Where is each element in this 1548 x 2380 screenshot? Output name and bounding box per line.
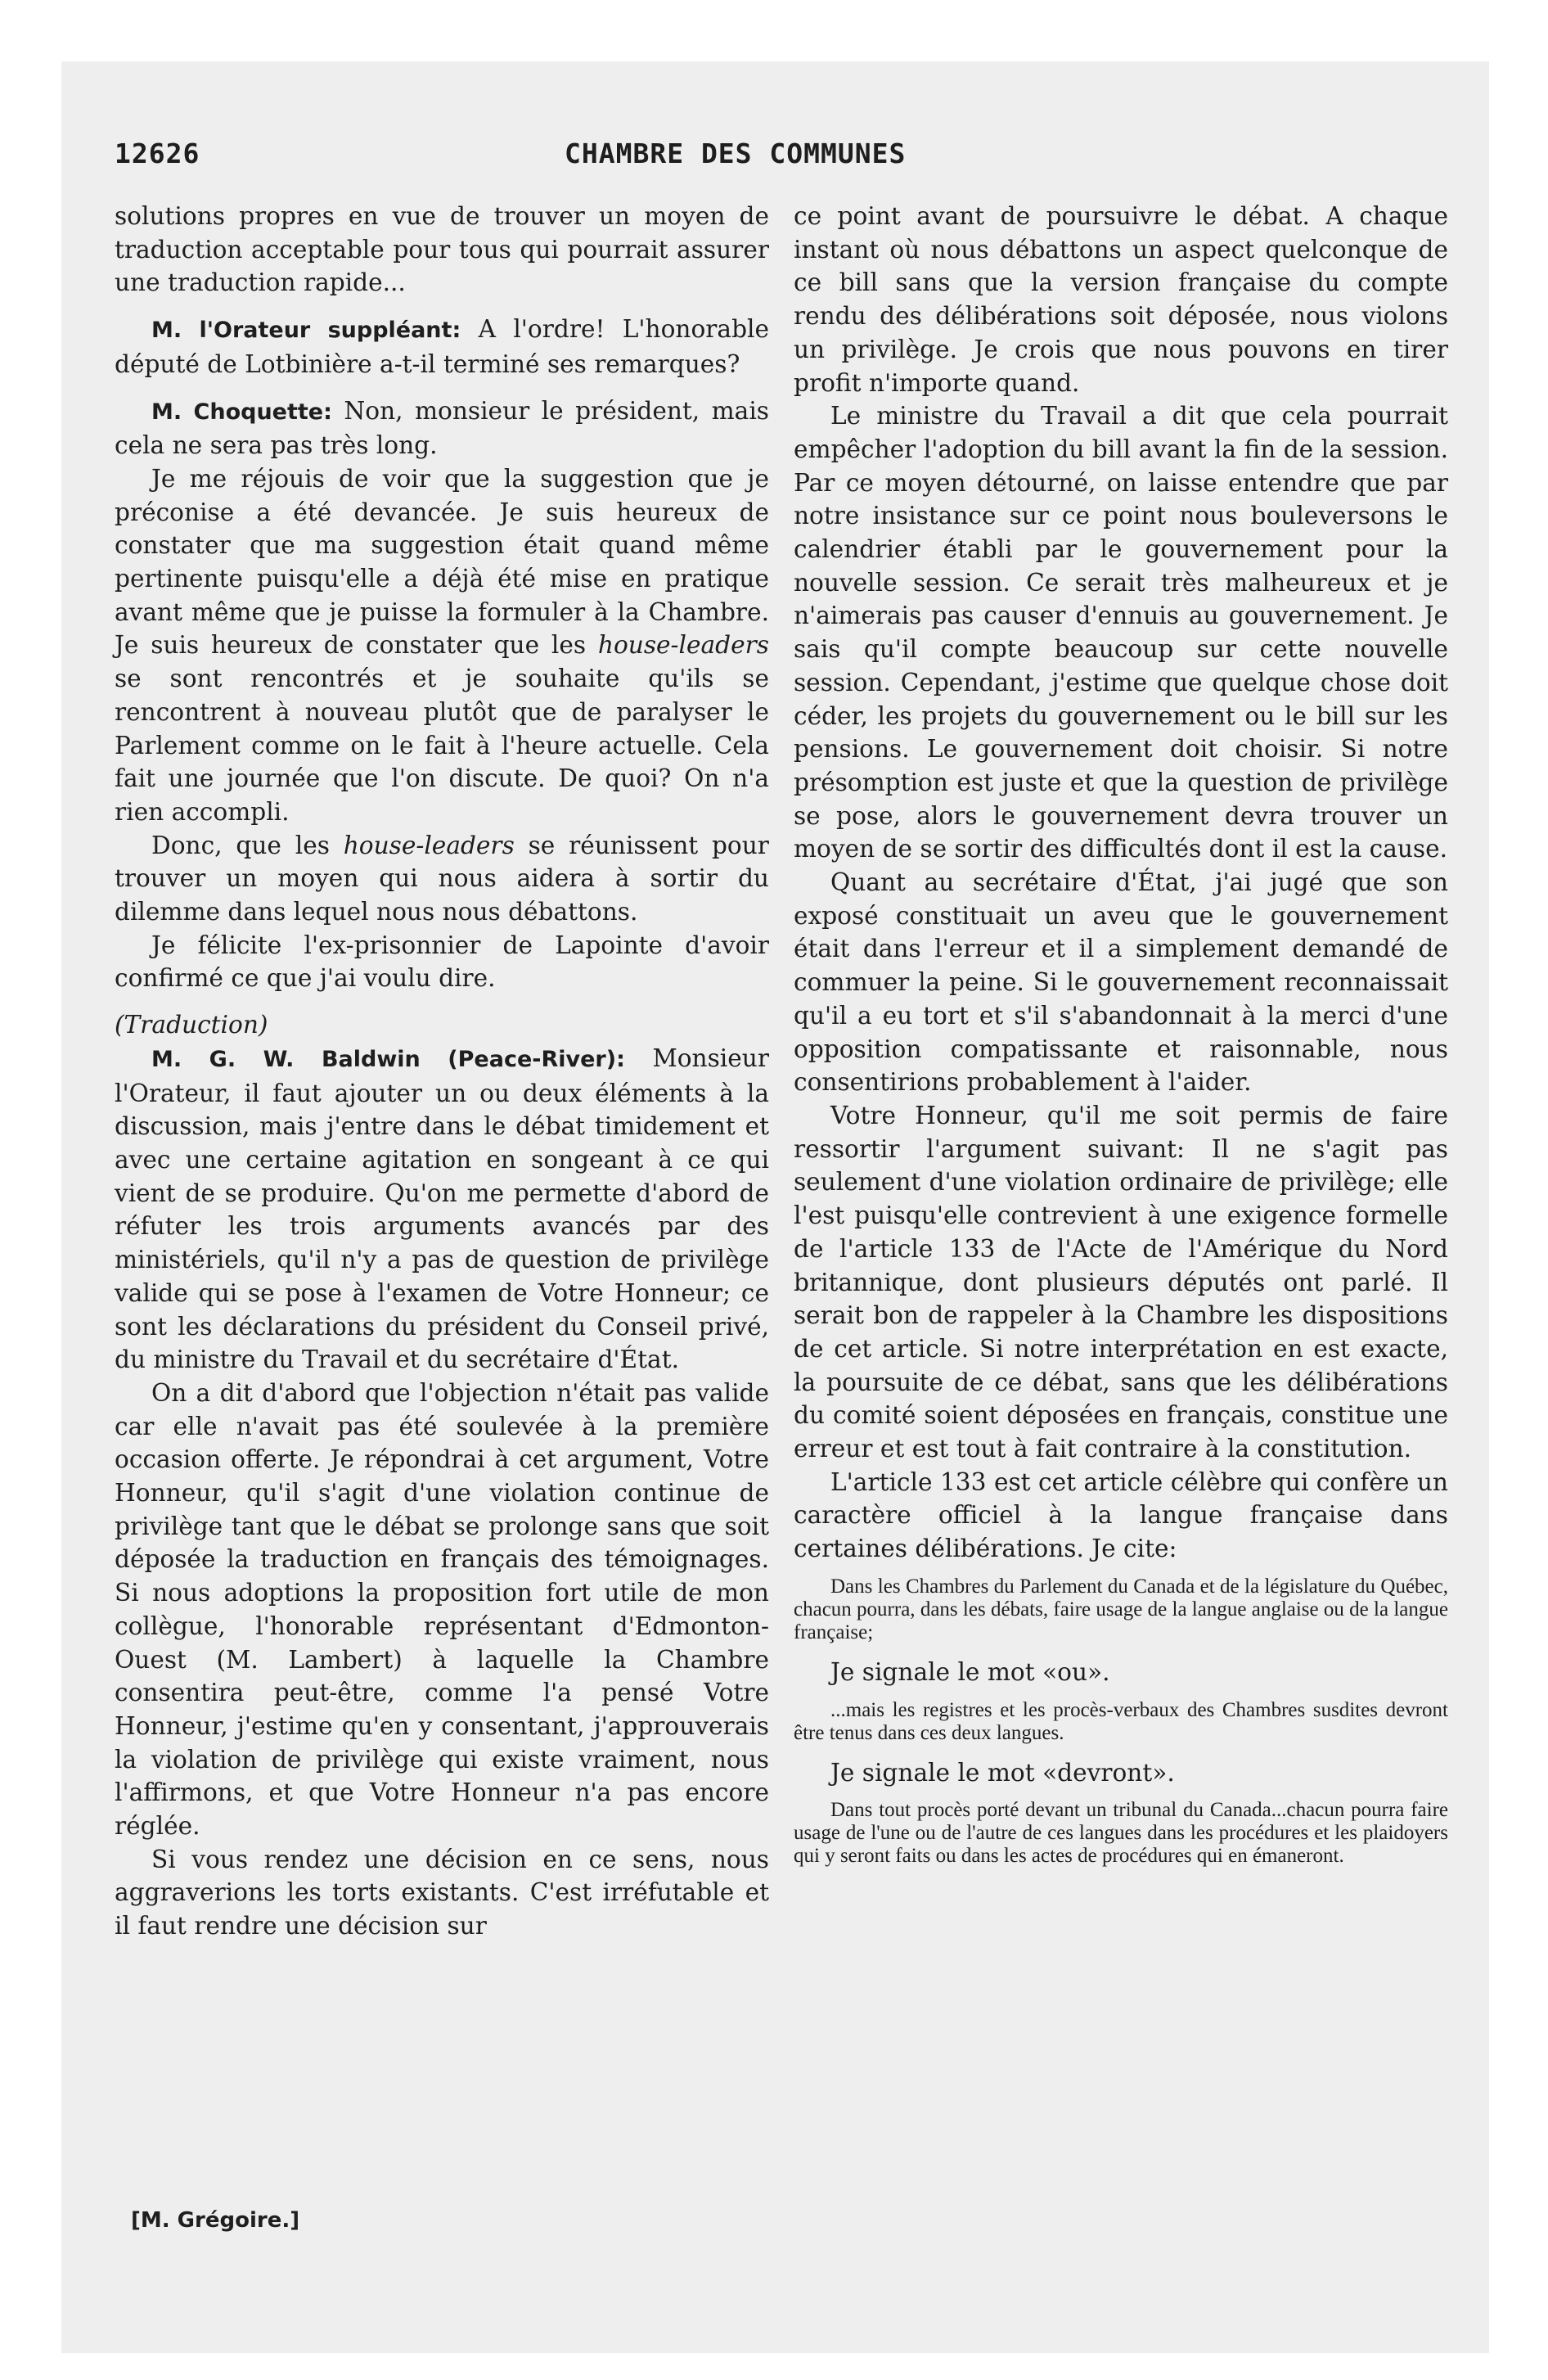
paragraph: Donc, que les house-leaders se réunissent pour trouver un moyen qui nous aidera à sortir du dilemme dans lequel nous nous débattons.	[115, 831, 769, 926]
speech-text: Monsieur l'Orateur, il faut ajouter un ou deux éléments à la discussion, mais j'entre dans le débat timidement et avec une certaine agitation en songeant à ce qui vient de se produire. Qu'on me permette d'abord de réfuter les trois arguments avancés par des ministériels, qu'il n'y a pas de question de privilège valide qui se pose à l'examen de Votre Honneur; ce sont les déclarations du président du Conseil privé, du ministre du Travail et du secrétaire d'État.	[115, 1044, 769, 1374]
speaker-name: M. G. W. Baldwin (Peace-River):	[151, 1046, 625, 1072]
translation-note: (Traduction)	[115, 1011, 268, 1039]
page-number: 12626	[115, 137, 200, 169]
paragraph: Si vous rendez une décision en ce sens, nous aggraverions les torts existants. C'est irréfutable et il faut rendre une décision sur	[115, 1845, 769, 1941]
block-quote: Dans les Chambres du Parlement du Canada et de la législature du Québec, chacun pourra, dans les débats, faire usage de la langue anglaise ou de la langue française;	[794, 1575, 1448, 1643]
paragraph: Je signale le mot «devront».	[830, 1758, 1175, 1787]
paragraph: Le ministre du Travail a dit que cela pourrait empêcher l'adoption du bill avant la fin de la session. Par ce moyen détourné, on laisse entendre que par notre insistance sur ce point nous bouleversons le calendrier établi par le gouvernement pour la nouvelle session. Ce serait très malheureux et je n'aimerais pas causer d'ennuis au gouvernement. Je sais qu'il compte beaucoup sur cette nouvelle session. Cependant, j'estime que quelque chose doit céder, les projets du gouvernement ou le bill sur les pensions. Le gouvernement doit choisir. Si notre présomption est juste et que la question de privilège se pose, alors le gouvernement devra trouver un moyen de se sortir des difficultés dont il est la cause.	[794, 402, 1448, 863]
block-quote: ...mais les registres et les procès-verbaux des Chambres susdites devront être tenus dans ces deux langues.	[794, 1698, 1448, 1744]
paragraph: Je signale le mot «ou».	[830, 1657, 1110, 1686]
speaker-name: M. Choquette:	[151, 399, 332, 425]
paragraph	[115, 394, 769, 462]
paragraph: Votre Honneur, qu'il me soit permis de faire ressortir l'argument suivant: Il ne s'agit pas seulement d'une violation ordinaire de privilège; elle l'est puisqu'elle contrevient à une exigence formelle de l'article 133 de l'Acte de l'Amérique du Nord britannique, dont plusieurs députés ont parlé. Il serait bon de rappeler à la Chambre les dispositions de cet article. Si notre interprétation en est exacte, la poursuite de ce débat, sans que les délibérations du comité soient déposées en français, constitue une erreur et est tout à fait contraire à la constitution.	[794, 1101, 1448, 1463]
paragraph: Je félicite l'ex-prisonnier de Lapointe d'avoir confirmé ce que j'ai voulu dire.	[115, 931, 769, 993]
paragraph: On a dit d'abord que l'objection n'était pas valide car elle n'avait pas été soulevée à la première occasion offerte. Je répondrai à cet argument, Votre Honneur, qu'il s'agit d'une violation continue de privilège tant que le débat se prolonge sans que soit déposée la traduction en français des témoignages. Si nous adoptions la proposition fort utile de mon collègue, l'honorable représentant d'Edmonton-Ouest (M. Lambert) à laquelle la Chambre consentira peut-être, comme l'a pensé Votre Honneur, j'estime qu'en y consentant, j'approuverais la violation de privilège qui existe vraiment, nous l'affirmons, et que Votre Honneur n'a pas encore réglée.	[115, 1378, 769, 1841]
running-head: CHAMBRE DES COMMUNES	[565, 137, 907, 169]
left-column	[115, 200, 769, 1943]
paragraph: L'article 133 est cet article célèbre qui confère un caractère officiel à la langue française dans certaines délibérations. Je cite:	[794, 1467, 1448, 1563]
right-column	[794, 200, 1448, 1879]
paragraph	[115, 313, 769, 381]
paragraph: solutions propres en vue de trouver un moyen de traduction acceptable pour tous qui pourrait assurer une traduction rapide...	[115, 202, 769, 297]
paragraph: Je me réjouis de voir que la suggestion que je préconise a été devancée. Je suis heureux de constater que ma suggestion était quand même pertinente puisqu'elle a déjà été mise en pratique avant même que je puisse la formuler à la Chambre. Je suis heureux de constater que les house-leaders se sont rencontrés et je souhaite qu'ils se rencontrent à nouveau plutôt que de paralyser le Parlement comme on le fait à l'heure actuelle. Cela fait une journée que l'on discute. De quoi? On n'a rien accompli.	[115, 464, 769, 826]
speaker-name: M. l'Orateur suppléant:	[151, 318, 461, 344]
speech-text: A l'ordre! L'honorable député de Lotbinière a-t-il terminé ses remarques?	[115, 315, 769, 378]
paragraph: Quant au secrétaire d'État, j'ai jugé que son exposé constituait un aveu que le gouvernement était dans l'erreur et il a simplement demandé de commuer la peine. Si le gouvernement reconnaissait qu'il a eu tort et s'il s'abandonnait à la merci d'une opposition compatissante et raisonnable, nous consentirions probablement à l'aider.	[794, 868, 1448, 1097]
paragraph: ce point avant de poursuivre le débat. A chaque instant où nous débattons un aspect quelconque de ce bill sans que la version française du compte rendu des délibérations soit déposée, nous violons un privilège. Je crois que nous pouvons en tirer profit n'importe quand.	[794, 202, 1448, 397]
speaker-signature: [M. Grégoire.]	[131, 2208, 300, 2233]
paragraph	[115, 1042, 769, 1377]
emphasis: house-leaders	[597, 631, 769, 660]
speech-text: Non, monsieur le président, mais cela ne sera pas très long.	[115, 396, 769, 460]
emphasis: house-leaders	[343, 831, 515, 859]
block-quote: Dans tout procès porté devant un tribunal du Canada...chacun pourra faire usage de l'une ou de l'autre de ces langues dans les procédures et les plaidoyers qui y seront faits ou dans les actes de procédures qui en émaneront.	[794, 1799, 1448, 1868]
